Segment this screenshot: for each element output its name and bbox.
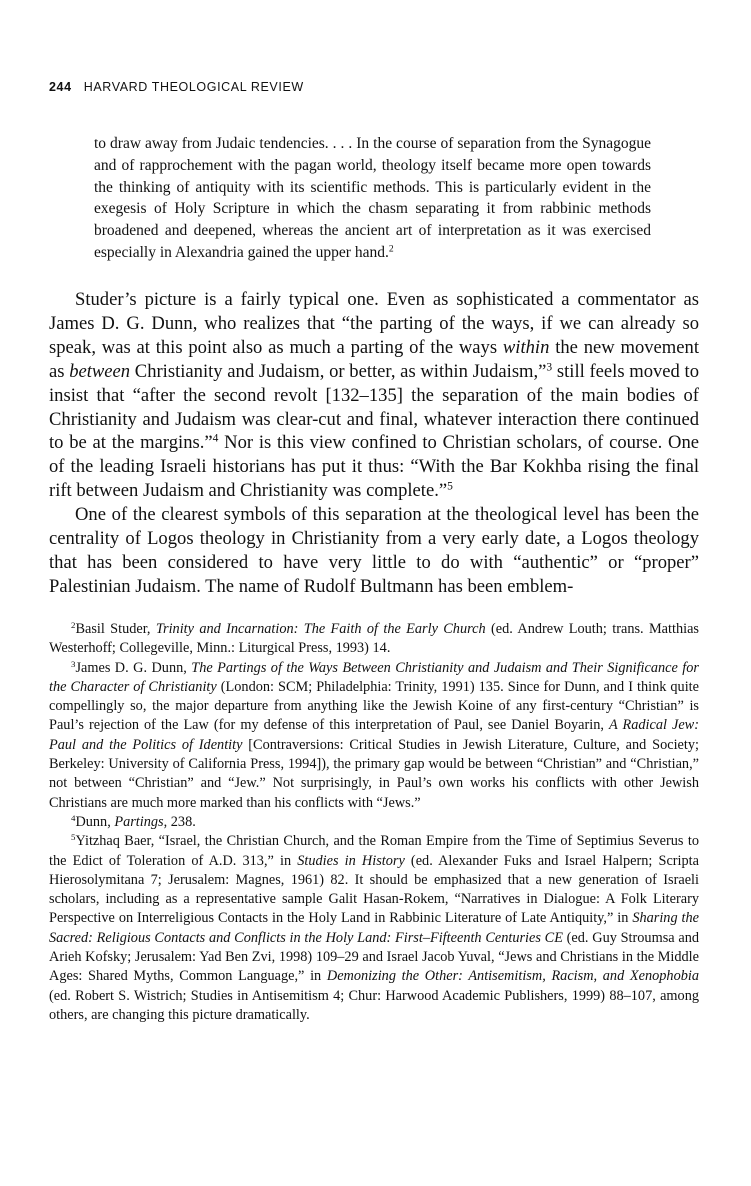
footnote-text: , 238.: [163, 813, 196, 830]
emphasis-between: between: [69, 360, 131, 382]
footnote-title: Demonizing the Other: Antisemitism, Racism, and Xenophobia: [326, 968, 699, 985]
body-text: [49, 288, 699, 599]
footnote-text: (London: SCM; Philadelphia: Trinity, 1991) 135. Since for Dunn, and I think quite compellingly so, the major departure from anything like the Jewish Koine of any first-century “Christian” is Paul’s rejection of the Law (for my defense of this interpretation of Paul, see Daniel Boyarin,: [49, 678, 699, 734]
footnote-text: James D. G. Dunn,: [75, 659, 192, 676]
footnote-text: Yitzhaq Baer, “Israel, the Christian Church, and the Roman Empire from the Time of Septimius Severus to the Edict of Toleration of A.D. 313,” in: [49, 833, 699, 869]
footnote-5: [49, 832, 699, 1025]
journal-title: HARVARD THEOLOGICAL REVIEW: [83, 80, 304, 94]
body-text-run: Studer’s picture is a fairly typical one. Even as sophisticated a commentator as James D. G. Dunn, who realizes that “the parting of the ways, if we can already so speak, was at this point also as much a parting of the ways: [49, 289, 699, 358]
body-paragraph-1: [49, 288, 699, 503]
footnote-title: Partings: [114, 813, 164, 830]
footnote-title: Trinity and Incarnation: The Faith of the Early Church: [155, 621, 486, 637]
footnote-title: A Radical Jew: Paul and the Politics of Identity: [49, 717, 699, 753]
body-text-run: still feels moved to insist that “after the second revolt [132–135] the separation of the main bodies of Christianity and Judaism was clear-cut and final, whatever interaction there continued to be at the margins.”: [49, 360, 699, 454]
footnotes: [49, 620, 699, 1025]
footnote-3: [49, 659, 699, 813]
block-quote: [94, 133, 651, 264]
footnote-title: The Partings of the Ways Between Christianity and Judaism and Their Significance for the Character of Christianity: [49, 659, 699, 695]
block-quote-text: to draw away from Judaic tendencies. . . . In the course of separation from the Synagogue and of rapprochement with the pagan world, theology itself became more open towards the thinking of antiquity with its scientific methods. This is particularly evident in the exegesis of Holy Scripture in which the chasm separating it from rabbinic methods broadened and deepened, whereas the ancient art of interpretation as it was exercised especially in Alexandria gained the upper hand.: [94, 135, 651, 261]
footnote-ref-2[interactable]: 2: [388, 243, 394, 255]
footnote-ref-5[interactable]: 5: [447, 480, 453, 493]
footnote-text: Basil Studer,: [75, 621, 156, 637]
body-text-run: the new movement as: [49, 336, 699, 382]
body-text-run: Nor is this view confined to Christian scholars, of course. One of the leading Israeli historians has put it thus: “With the Bar Kokhba rising the final rift between Judaism and Christianity was complete.”: [49, 432, 699, 502]
footnote-number: 3: [71, 658, 76, 669]
footnote-ref-3[interactable]: 3: [546, 361, 553, 374]
footnote-2: [49, 620, 699, 659]
footnote-number: 4: [71, 813, 76, 824]
body-text-run: Christianity and Judaism, or better, as within Judaism,”: [130, 360, 547, 382]
footnote-text: [Contraversions: Critical Studies in Jewish Literature, Culture, and Society; Berkeley: University of California Press, 1994]), the primary gap would be between “Christian” and “Christian,” not between “Christian” and “Jew.” Not surprisingly, in Paul’s own works his conflicts with other Jewish Christians are much more marked than his conflicts with “Jews.”: [49, 736, 699, 811]
footnote-text: (ed. Guy Stroumsa and Arieh Kofsky; Jerusalem: Yad Ben Zvi, 1998) 109–29 and Israel Jacob Yuval, “Jews and Christians in the Middle Ages: Shared Myths, Common Language,” in: [49, 929, 699, 985]
running-header: [49, 80, 304, 94]
footnote-text: (ed. Andrew Louth; trans. Matthias Westerhoff; Collegeville, Minn.: Liturgical Press, 1993) 14.: [49, 621, 700, 657]
footnote-4: [49, 813, 699, 832]
body-paragraph-2: One of the clearest symbols of this separation at the theological level has been the centrality of Logos theology in Christianity from a very early date, a Logos theology that has been considered to have very little to do with “authentic” or “proper” Palestinian Judaism. The name of Rudolf Bultmann has been emblem-: [49, 504, 699, 597]
emphasis-within: within: [502, 336, 550, 358]
footnote-text: (ed. Robert S. Wistrich; Studies in Antisemitism 4; Chur: Harwood Academic Publishers, 1999) 88–107, among others, are changing this picture dramatically.: [49, 987, 699, 1023]
footnote-ref-4[interactable]: 4: [212, 433, 219, 446]
footnote-text: Dunn,: [75, 813, 115, 830]
page-number: 244: [49, 80, 72, 94]
footnote-number: 2: [71, 620, 76, 631]
footnote-number: 5: [71, 832, 76, 843]
footnote-title: Sharing the Sacred: Religious Contacts and Conflicts in the Holy Land: First–Fifteenth Centuries CE: [49, 910, 699, 946]
footnote-title: Studies in History: [297, 852, 405, 869]
footnote-text: (ed. Alexander Fuks and Israel Halpern; Scripta Hierosolymitana 7; Jerusalem: Magnes, 1961) 82. It should be emphasized that a new generation of Israeli scholars, including as a representative sample Galit Hasan-Rokem, “Narratives in Dialogue: A Folk Literary Perspective on Interreligious Contacts in the Holy Land in Rabbinic Literature of Late Antiquity,” in: [49, 852, 699, 927]
